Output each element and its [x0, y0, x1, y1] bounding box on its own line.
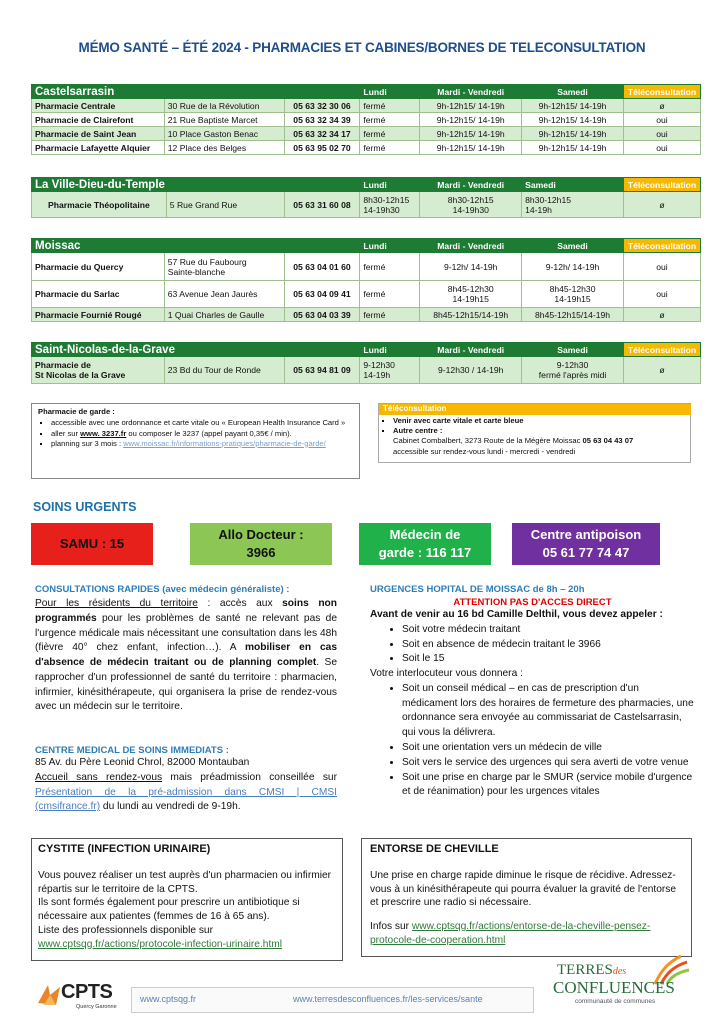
- tele-status: oui: [623, 141, 700, 155]
- cpts-logo-icon: [36, 983, 62, 1007]
- terres-des: des: [612, 966, 627, 977]
- tele-status: ø: [623, 357, 700, 384]
- hours-lundi: fermé: [360, 141, 420, 155]
- hours-line: 8h45-12h30: [447, 284, 494, 294]
- entorse-info: [370, 920, 683, 948]
- pharmacy-phone: 05 63 04 01 60: [284, 253, 360, 281]
- pharmacy-address: 21 Rue Baptiste Marcet: [164, 113, 284, 127]
- hours-lundi: fermé: [360, 253, 420, 281]
- hours-samedi: 9-12h/ 14-19h: [522, 253, 624, 281]
- pharmacy-phone: 05 63 32 30 06: [284, 99, 360, 113]
- hours-line: 8h30-12h15: [363, 194, 410, 205]
- hours-line: 14-19h15: [554, 294, 591, 304]
- consult-title: CONSULTATIONS RAPIDES (avec médecin généraliste) :: [35, 584, 290, 595]
- list-item: • Soit une prise en charge par le SMUR (service mobile d'urgence et de réanimation) pour les urgences vitales: [402, 771, 695, 801]
- confluences-word: CONFLUENCES: [553, 978, 675, 997]
- list-item: • Soit votre médecin traitant: [402, 623, 695, 638]
- hours-mardi: 9h-12h15/ 14-19h: [420, 113, 522, 127]
- footer-link-terres[interactable]: www.terresdesconfluences.fr/les-services/sante: [293, 994, 483, 1004]
- moissac-table: [31, 238, 701, 322]
- pharmacy-phone: 05 63 04 03 39: [284, 308, 360, 322]
- allo-number: 3966: [246, 545, 276, 560]
- hours-line: 8h45-12h30: [549, 284, 596, 294]
- consult-span: : accès aux: [197, 598, 283, 609]
- tele-line: [379, 436, 690, 446]
- tele-phone: 05 63 04 43 07: [582, 436, 634, 446]
- garde-item: [51, 439, 353, 449]
- pharmacy-address: [164, 253, 284, 281]
- hours-lundi: fermé: [360, 127, 420, 141]
- city-saintnicolas: Saint-Nicolas-de-la-Grave: [32, 343, 360, 357]
- hours-line: 9-12h30: [556, 360, 589, 370]
- header-tele: Téléconsultation: [623, 239, 700, 253]
- header-mardi: Mardi - Vendredi: [420, 178, 522, 192]
- tele-status: ø: [623, 192, 700, 218]
- page-title: MÉMO SANTÉ – ÉTÉ 2024 - PHARMACIES ET CABINES/BORNES DE TELECONSULTATION: [78, 40, 646, 55]
- terres-sub: communauté de communes: [575, 998, 656, 1005]
- hours-mardi: 9h-12h15/ 14-19h: [420, 127, 522, 141]
- cmsi-span: du lundi au vendredi de 9-19h.: [100, 801, 241, 813]
- pharmacy-name: Pharmacie Théopolitaine: [32, 192, 167, 218]
- pharmacy-name: Pharmacie Centrale: [32, 99, 165, 113]
- garde-item: [51, 429, 353, 439]
- header-mardi: Mardi - Vendredi: [420, 85, 522, 99]
- hours-mardi: [420, 281, 522, 308]
- hours-samedi: 9h-12h15/ 14-19h: [522, 127, 624, 141]
- list-item: • Soit le 15: [402, 652, 695, 667]
- cystite-box: [31, 838, 343, 961]
- medecin-number: garde : 116 117: [378, 545, 472, 560]
- list-item: • Soit en absence de médecin traitant le 3966: [402, 638, 695, 653]
- hours-line: 8h30-12h15: [525, 194, 572, 205]
- cystite-text: Liste des professionnels disponible sur: [38, 924, 213, 936]
- antipoison-number: 05 61 77 74 47: [542, 545, 630, 560]
- cystite-text: Vous pouvez réaliser un test auprès d'un pharmacien ou infirmier répartis sur le territoire de la CPTS.: [38, 869, 332, 895]
- hours-line: 8h30-12h15: [447, 194, 494, 205]
- cmsi-address: 85 Av. du Père Leonid Chrol, 82000 Montauban: [35, 757, 250, 768]
- consult-span: . Se rapprocher d'un professionnel de santé du territoire : pharmacien, infirmier, kinésithérapeute, qui organisera la prise de rendez-vous avec un médecin sur le territoire.: [35, 657, 337, 713]
- header-tele: Téléconsultation: [623, 178, 700, 192]
- tele-status: oui: [623, 281, 700, 308]
- pharmacy-address: 30 Rue de la Révolution: [164, 99, 284, 113]
- hours-lundi: fermé: [360, 308, 420, 322]
- table-row: [32, 253, 701, 281]
- pharmacy-name: Pharmacie du Sarlac: [32, 281, 165, 308]
- hopital-interloc: Votre interlocuteur vous donnera :: [370, 668, 523, 680]
- address-line: 57 Rue du Faubourg: [167, 256, 247, 267]
- header-lundi: Lundi: [360, 239, 420, 253]
- city-moissac: Moissac: [32, 239, 360, 253]
- cmsi-section: [35, 745, 337, 815]
- hours-mardi: 9h-12h15/ 14-19h: [420, 141, 522, 155]
- hours-samedi: [522, 192, 624, 218]
- hours-lundi: fermé: [360, 99, 420, 113]
- pharmacy-name: Pharmacie Lafayette Alquier: [32, 141, 165, 155]
- castelsarrasin-table: [31, 84, 701, 155]
- table-row: [32, 281, 701, 308]
- pharmacy-phone: 05 63 32 34 17: [284, 127, 360, 141]
- hours-lundi: [360, 192, 420, 218]
- consult-span: soins non programmés: [35, 598, 338, 624]
- hours-line: 14-19h30: [363, 204, 400, 215]
- pharmacy-address: 5 Rue Grand Rue: [166, 192, 284, 218]
- tele-status: oui: [623, 253, 700, 281]
- header-lundi: Lundi: [360, 85, 420, 99]
- hours-line: 9-12h30: [363, 360, 395, 370]
- hopital-title: URGENCES HOPITAL DE MOISSAC de 8h – 20h: [370, 584, 585, 595]
- pharmacy-address: 12 Place des Belges: [164, 141, 284, 155]
- garde-text: ou composer le 3237 (appel payant 0,35€ / min).: [126, 428, 292, 438]
- hours-lundi: fermé: [360, 281, 420, 308]
- table-row: [32, 113, 701, 127]
- header-samedi: Samedi: [522, 239, 624, 253]
- pharmacy-name: Pharmacie du Quercy: [32, 253, 165, 281]
- header-mardi: Mardi - Vendredi: [420, 239, 522, 253]
- hours-mardi: 9-12h/ 14-19h: [420, 253, 522, 281]
- allo-docteur-badge: [190, 523, 332, 565]
- table-row: [32, 127, 701, 141]
- hours-line: 14-19h30: [452, 204, 489, 215]
- hours-line: 14-19h: [525, 204, 552, 215]
- hours-mardi: [420, 192, 522, 218]
- header-mardi: Mardi - Vendredi: [420, 343, 522, 357]
- cmsi-text: [35, 771, 337, 815]
- table-row: [32, 99, 701, 113]
- hours-line: 14-19h: [363, 370, 391, 380]
- garde-box: [31, 403, 360, 479]
- pharmacy-name: [32, 357, 165, 384]
- entorse-box: [361, 838, 692, 957]
- hopital-attention: ATTENTION PAS D'ACCES DIRECT: [453, 597, 612, 608]
- cystite-text: Ils sont formés également pour prescrire un antibiotique si nécessaire aux patientes (femmes de 16 à 65 ans).: [38, 897, 300, 923]
- give-list: [370, 682, 695, 800]
- terres-word: TERRES: [557, 962, 613, 978]
- call-list: [370, 623, 695, 667]
- cystite-link[interactable]: www.cptsqg.fr/actions/protocole-infection-urinaire.html: [38, 938, 283, 950]
- header-tele: Téléconsultation: [623, 343, 700, 357]
- tele-box-title: Téléconsultation: [379, 404, 691, 415]
- cmsi-span: Accueil sans rendez-vous: [35, 771, 163, 783]
- hours-mardi: 9h-12h15/ 14-19h: [420, 99, 522, 113]
- hours-samedi: [522, 357, 624, 384]
- pharmacy-address: 10 Place Gaston Benac: [164, 127, 284, 141]
- list-item: • Soit vers le service des urgences qui sera averti de votre venue: [402, 756, 695, 771]
- tele-item: ▪ Autre centre :: [393, 426, 690, 436]
- city-castelsarrasin: Castelsarrasin: [32, 85, 360, 99]
- tele-box: [378, 403, 691, 463]
- hours-lundi: fermé: [360, 113, 420, 127]
- tele-status: oui: [623, 113, 700, 127]
- header-samedi: Samedi: [522, 343, 624, 357]
- consult-section: [35, 584, 337, 715]
- antipoison-text: Centre antipoison: [530, 527, 642, 543]
- hours-samedi: 9h-12h15/ 14-19h: [522, 141, 624, 155]
- entorse-text: Une prise en charge rapide diminue le risque de récidive. Adressez-vous à un kinésithérapeute qui pourra évaluer la gravité de l'entorse et prescrire une radio si nécessaire.: [370, 869, 677, 909]
- cmsi-span: mais préadmission conseillée sur: [162, 771, 337, 783]
- list-item: • Soit un conseil médical – en cas de prescription d'un médicament lors des horaires de fermeture des pharmacies, une ordonnance sera envoyée au commissariat de Castelsarrasin, qui vous la délivrera.: [402, 682, 695, 741]
- header-lundi: Lundi: [360, 178, 420, 192]
- table-row: [32, 141, 701, 155]
- header-lundi: Lundi: [360, 343, 420, 357]
- pharmacy-address: 63 Avenue Jean Jaurès: [164, 281, 284, 308]
- pharmacy-name: Pharmacie de Clairefont: [32, 113, 165, 127]
- garde-text: aller sur: [51, 428, 81, 438]
- villedieu-table: [31, 177, 701, 218]
- name-line: St Nicolas de la Grave: [35, 370, 126, 380]
- pharmacy-name: Pharmacie Fournié Rougé: [32, 308, 165, 322]
- allo-text: Allo Docteur :: [218, 527, 304, 543]
- consult-text: [35, 597, 337, 715]
- cpts-logo-text: CPTS: [61, 981, 113, 1003]
- table-row: [32, 192, 701, 218]
- tele-status: ø: [623, 308, 700, 322]
- hopital-intro: Avant de venir au 16 bd Camille Delthil, vous devez appeler :: [370, 609, 663, 620]
- link-3237[interactable]: www. 3237.fr: [80, 428, 127, 438]
- tele-text: Cabinet Combalbert, 3273 Route de la Mégère Moissac: [393, 436, 583, 446]
- tele-status: oui: [623, 127, 700, 141]
- pharmacy-phone: 05 63 94 81 09: [284, 357, 360, 384]
- antipoison-badge: [512, 523, 660, 565]
- entorse-span: Infos sur: [370, 921, 412, 933]
- entorse-link[interactable]: www.cptsqg.fr/actions/entorse-de-la-cheville-pensez-protocole-de-cooperation.html: [370, 921, 651, 946]
- garde-text: planning sur 3 mois :: [51, 438, 124, 448]
- hours-lundi: [360, 357, 420, 384]
- footer-links-bar: [131, 987, 534, 1013]
- hopital-section: [370, 584, 695, 800]
- name-line: Pharmacie de: [35, 360, 91, 370]
- samu-badge: [31, 523, 153, 565]
- pharmacy-phone: 05 63 31 60 08: [284, 192, 360, 218]
- cystite-title: CYSTITE (INFECTION URINAIRE): [38, 843, 211, 855]
- consult-span: mobiliser en cas d'absence de médecin traitant ou de planning complet: [35, 642, 337, 669]
- tele-status: ø: [623, 99, 700, 113]
- samu-text: SAMU : 15: [59, 536, 125, 552]
- hours-samedi: 9h-12h15/ 14-19h: [522, 113, 624, 127]
- hours-samedi: 8h45-12h15/14-19h: [522, 308, 624, 322]
- table-row: [32, 308, 701, 322]
- garde-item: ▪ accessible avec une ordonnance et carte vitale ou « European Health Insurance Card »: [51, 418, 353, 428]
- pharmacy-phone: 05 63 95 02 70: [284, 141, 360, 155]
- pharmacy-phone: 05 63 04 09 41: [284, 281, 360, 308]
- consult-span: Pour les résidents du territoire: [35, 598, 198, 609]
- city-villedieu: La Ville-Dieu-du-Temple: [32, 178, 360, 192]
- terres-logo: [545, 952, 695, 1014]
- cmsi-link[interactable]: Présentation de la pré-admission dans CMSI | CMSI (cmsifrance.fr): [35, 786, 337, 813]
- terres-title: [557, 962, 626, 979]
- consult-span: pour les problèmes de santé ne relevant pas de l'urgence médicale mais nécessitant une consultation dans les 48h (fièvre 40° chez enfant, infection…). A: [35, 612, 337, 654]
- pharmacy-address: 1 Quai Charles de Gaulle: [164, 308, 284, 322]
- cpts-logo: [36, 981, 126, 1017]
- cmsi-title: CENTRE MEDICAL DE SOINS IMMEDIATS :: [35, 745, 229, 756]
- hours-mardi: 8h45-12h15/14-19h: [420, 308, 522, 322]
- saintnicolas-table: [31, 342, 701, 384]
- garde-title: Pharmacie de garde :: [38, 407, 115, 416]
- soins-title: SOINS URGENTS: [33, 500, 137, 514]
- tele-item: ▪ Venir avec carte vitale et carte bleue: [393, 416, 690, 426]
- table-row: [32, 357, 701, 384]
- header-samedi: Samedi: [522, 85, 624, 99]
- hours-line: fermé l'après midi: [538, 370, 607, 380]
- hours-samedi: [522, 281, 624, 308]
- entorse-title: ENTORSE DE CHEVILLE: [370, 843, 499, 855]
- list-item: • Soit une orientation vers un médecin de ville: [402, 741, 695, 756]
- hours-samedi: 9h-12h15/ 14-19h: [522, 99, 624, 113]
- medecin-text: Médecin de: [389, 527, 461, 543]
- footer-link-cptsqg[interactable]: www.cptsqg.fr: [140, 994, 197, 1004]
- medecin-garde-badge: [359, 523, 491, 565]
- hours-line: 14-19h15: [452, 294, 489, 304]
- tele-text: accessible sur rendez-vous lundi - mercredi - vendredi: [393, 446, 576, 456]
- pharmacy-phone: 05 63 32 34 39: [284, 113, 360, 127]
- header-tele: Téléconsultation: [623, 85, 700, 99]
- pharmacy-name: Pharmacie de Saint Jean: [32, 127, 165, 141]
- link-moissac-garde[interactable]: www.moissac.fr/informations-pratiques/pharmacie-de-garde/: [123, 438, 326, 448]
- address-line: Sainte-blanche: [167, 266, 226, 277]
- pharmacy-address: 23 Bd du Tour de Ronde: [164, 357, 284, 384]
- hours-mardi: 9-12h30 / 14-19h: [420, 357, 522, 384]
- cpts-logo-sub: Quercy Garonne: [76, 1004, 117, 1010]
- header-samedi: Samedi: [522, 178, 624, 192]
